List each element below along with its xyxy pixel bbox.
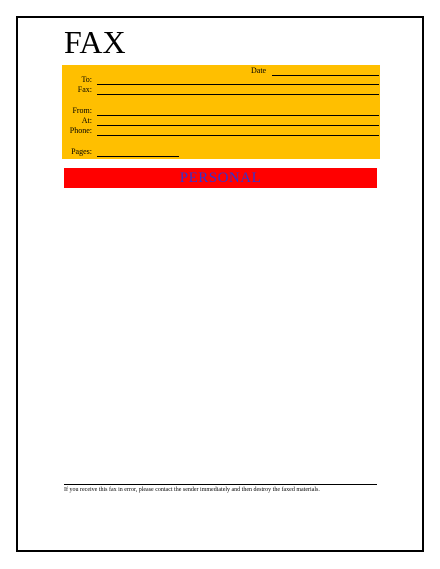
header-block — [62, 65, 380, 159]
footer-rule — [64, 484, 377, 485]
pages-field[interactable] — [97, 156, 179, 157]
to-field[interactable] — [97, 84, 379, 85]
date-label: Date — [251, 66, 267, 75]
fax-title: FAX — [64, 24, 126, 60]
fax-field[interactable] — [97, 94, 379, 95]
to-label: To: — [81, 75, 92, 84]
at-field[interactable] — [97, 125, 379, 126]
footer-notice: If you receive this fax in error, please contact the sender immediately and then destroy the faxed materials. — [64, 487, 320, 493]
phone-field[interactable] — [97, 135, 379, 136]
at-label: At: — [81, 116, 92, 125]
banner-text: PERSONAL — [179, 169, 262, 186]
pages-label: Pages: — [71, 147, 92, 156]
from-field[interactable] — [97, 115, 379, 116]
phone-label: Phone: — [69, 126, 92, 135]
personal-banner — [64, 168, 377, 188]
fax-label: Fax: — [77, 85, 92, 94]
from-label: From: — [72, 106, 92, 115]
date-field[interactable] — [272, 75, 379, 76]
